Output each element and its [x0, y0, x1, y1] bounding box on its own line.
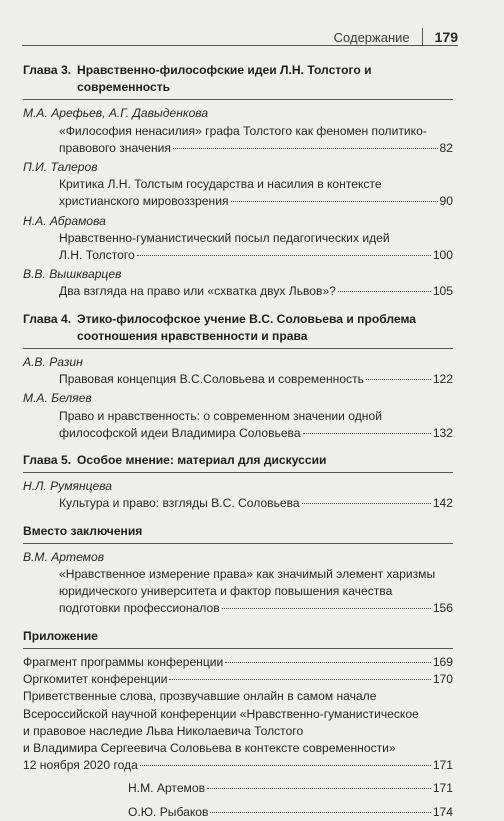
- chapter-5-heading: [23, 452, 453, 469]
- entry-title-line: Всероссийской научной конференции «Нравственно-гуманистическое: [23, 706, 419, 721]
- dot-leader: [366, 379, 431, 380]
- chapter-title: Этико-философское учение В.С. Соловьева и проблема соотношения нравственности и права: [77, 311, 417, 343]
- chapter-title: Нравственно-философские идеи Л.Н. Толстого и современность: [77, 63, 372, 95]
- dot-leader: [303, 433, 431, 434]
- entry-title-line: подготовки профессионалов: [59, 601, 220, 616]
- appendix-heading: Приложение: [23, 628, 98, 643]
- toc-entry[interactable]: [23, 671, 453, 688]
- author: А.В. Разин: [23, 355, 83, 370]
- dot-leader: [222, 608, 431, 609]
- author: В.М. Артемов: [23, 549, 105, 564]
- running-head-separator: [422, 28, 423, 46]
- dot-leader: [173, 148, 438, 149]
- toc-entry[interactable]: [59, 283, 453, 300]
- dot-leader: [169, 679, 430, 680]
- toc-entry[interactable]: [23, 688, 453, 774]
- entry-page: 100: [432, 248, 453, 263]
- author: Н.А. Абрамова: [23, 213, 106, 228]
- entry-title-line: Нравственно-гуманистический посыл педагогических идей: [59, 230, 390, 245]
- entry-title-line: Фрагмент программы конференции: [23, 654, 224, 669]
- entry-title-line: юридического университета и фактор повышения качества: [59, 584, 393, 599]
- running-head-section: Содержание: [333, 29, 410, 45]
- entry-title-line: Правовая концепция В.С.Соловьева и современность: [59, 372, 364, 387]
- dot-leader: [140, 765, 431, 766]
- entry-page: 90: [439, 194, 453, 209]
- section-rule: [23, 543, 453, 544]
- toc-entry[interactable]: [128, 780, 453, 797]
- entry-title-line: 12 ноября 2020 года: [23, 758, 138, 773]
- entry-title-line: правового значения: [59, 140, 171, 155]
- chapter-rule: [23, 99, 453, 100]
- entry-page: 142: [432, 496, 453, 511]
- chapter-number: Глава 3.: [23, 63, 72, 77]
- entry-title-line: Критика Л.Н. Толстым государства и насилия в контексте: [59, 177, 382, 192]
- chapter-rule: [23, 472, 453, 473]
- toc-entry[interactable]: [59, 176, 453, 210]
- entry-page: 105: [432, 284, 453, 299]
- entry-page: 171: [432, 758, 453, 773]
- entry-title-line: Л.Н. Толстого: [59, 248, 135, 263]
- dot-leader: [210, 812, 430, 813]
- toc-entry[interactable]: [128, 804, 453, 821]
- chapter-number: Глава 4.: [23, 311, 72, 326]
- entry-title-line: христианского мировоззрения: [59, 194, 229, 209]
- section-rule: [23, 648, 453, 649]
- running-head: [334, 28, 458, 46]
- conclusion-heading: Вместо заключения: [23, 523, 143, 538]
- dot-leader: [338, 291, 431, 292]
- entry-title-line: Культура и право: взгляды В.С. Соловьева: [59, 496, 300, 511]
- page-number: 179: [434, 29, 458, 45]
- chapter-4-heading: [23, 311, 453, 345]
- entry-title-line: Приветственные слова, прозвучавшие онлайн в самом начале: [23, 689, 377, 704]
- entry-page: 156: [432, 601, 453, 616]
- table-of-contents: [23, 52, 453, 821]
- author: П.И. Талеров: [23, 160, 98, 175]
- entry-title-line: «Нравственное измерение права» как значимый элемент харизмы: [59, 567, 436, 582]
- entry-page: 174: [432, 804, 453, 819]
- chapter-3-heading: [23, 62, 453, 96]
- entry-title-line: «Философия ненасилия» графа Толстого как феномен политико-: [59, 123, 427, 138]
- entry-title-line: философской идеи Владимира Соловьева: [59, 425, 301, 440]
- entry-page: 171: [432, 781, 453, 796]
- entry-title-line: О.Ю. Рыбаков: [128, 804, 209, 819]
- entry-page: 122: [432, 372, 453, 387]
- dot-leader: [231, 201, 438, 202]
- entry-page: 82: [439, 140, 453, 155]
- toc-entry[interactable]: [59, 371, 453, 388]
- author: Н.Л. Румянцева: [23, 479, 113, 494]
- chapter-number: Глава 5.: [23, 453, 72, 468]
- toc-entry[interactable]: [59, 230, 453, 264]
- dot-leader: [225, 662, 431, 663]
- author: В.В. Вышкварцев: [23, 267, 122, 282]
- entry-title-line: и правовое наследие Льва Николаевича Толстого: [23, 723, 304, 738]
- entry-page: 170: [432, 672, 453, 687]
- toc-entry[interactable]: [59, 495, 453, 512]
- toc-entry[interactable]: [59, 408, 453, 442]
- dot-leader: [302, 503, 431, 504]
- entry-title-line: Оргкомитет конференции: [23, 672, 168, 687]
- chapter-rule: [23, 348, 453, 349]
- dot-leader: [137, 255, 431, 256]
- entry-page: 132: [432, 425, 453, 440]
- entry-title-line: Право и нравственность: о современном значении одной: [59, 408, 382, 423]
- entry-title-line: и Владимира Сергеевича Соловьева в контексте современности»: [23, 740, 396, 755]
- author: М.А. Арефьев, А.Г. Давыденкова: [23, 106, 209, 121]
- toc-entry[interactable]: [59, 566, 453, 618]
- entry-title-line: Н.М. Артемов: [128, 781, 206, 796]
- toc-entry[interactable]: [59, 123, 453, 157]
- dot-leader: [207, 788, 431, 789]
- chapter-title: Особое мнение: материал для дискуссии: [77, 453, 327, 468]
- header-rule: [22, 45, 458, 46]
- entry-title-line: Два взгляда на право или «схватка двух Львов»?: [59, 284, 336, 299]
- entry-page: 169: [432, 654, 453, 669]
- toc-entry[interactable]: [23, 654, 453, 671]
- author: М.А. Беляев: [23, 391, 92, 406]
